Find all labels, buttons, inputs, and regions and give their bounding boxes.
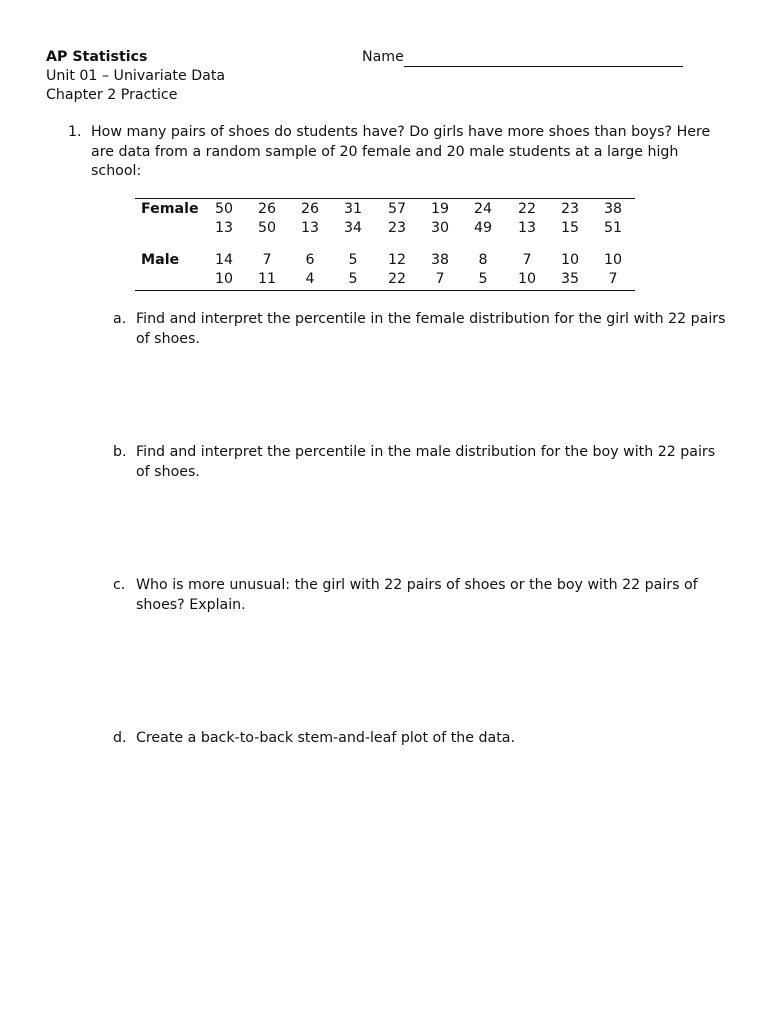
male-row-2 — [135, 270, 635, 289]
female-row-1 — [135, 200, 635, 219]
name-blank-line — [404, 51, 683, 67]
part-d-text: Create a back-to-back stem-and-leaf plot of the data. — [136, 730, 515, 746]
name-label: Name — [362, 49, 404, 65]
part-d-letter: d. — [113, 730, 127, 746]
course-title: AP Statistics — [46, 49, 148, 65]
part-b-letter: b. — [113, 444, 127, 460]
table-cell: 23 — [560, 201, 580, 217]
table-cell: 10 — [560, 252, 580, 268]
part-a-letter: a. — [113, 311, 127, 327]
table-cell: 10 — [214, 271, 234, 287]
table-cell: 31 — [343, 201, 363, 217]
table-cell: 19 — [430, 201, 450, 217]
table-cell: 14 — [214, 252, 234, 268]
table-cell: 4 — [305, 271, 315, 287]
table-cell: 26 — [257, 201, 277, 217]
table-cell: 5 — [348, 271, 358, 287]
table-cell: 22 — [387, 271, 407, 287]
table-cell: 34 — [343, 220, 363, 236]
table-cell: 7 — [262, 252, 272, 268]
part-b-text: Find and interpret the percentile in the male distribution for the boy with 22 pairs of shoes. — [136, 444, 716, 480]
table-cell: 38 — [430, 252, 450, 268]
table-cell: 38 — [603, 201, 623, 217]
table-cell: 50 — [214, 201, 234, 217]
female-row-2 — [135, 219, 635, 238]
table-cell: 10 — [603, 252, 623, 268]
table-cell: 57 — [387, 201, 407, 217]
table-cell: 5 — [478, 271, 488, 287]
table-cell: 13 — [214, 220, 234, 236]
table-cell: 51 — [603, 220, 623, 236]
male-label: Male — [141, 252, 180, 268]
table-cell: 7 — [522, 252, 532, 268]
part-c-letter: c. — [113, 577, 126, 593]
table-cell: 10 — [517, 271, 537, 287]
table-cell: 7 — [608, 271, 618, 287]
table-cell: 15 — [560, 220, 580, 236]
question-text: How many pairs of shoes do students have? Do girls have more shoes than boys? Here are data from a random sample of 20 female and 20 male students at a large high school: — [91, 124, 711, 179]
unit-title: Unit 01 – Univariate Data — [46, 68, 226, 84]
table-cell: 13 — [517, 220, 537, 236]
table-cell: 13 — [300, 220, 320, 236]
male-row-1 — [135, 251, 635, 270]
table-cell: 49 — [473, 220, 493, 236]
table-cell: 35 — [560, 271, 580, 287]
table-cell: 24 — [473, 201, 493, 217]
shoe-data-table — [135, 198, 635, 291]
question-number: 1. — [68, 124, 82, 140]
table-cell: 7 — [435, 271, 445, 287]
table-cell: 5 — [348, 252, 358, 268]
table-cell: 11 — [257, 271, 277, 287]
table-cell: 8 — [478, 252, 488, 268]
table-cell: 12 — [387, 252, 407, 268]
table-cell: 23 — [387, 220, 407, 236]
chapter-title: Chapter 2 Practice — [46, 87, 178, 103]
female-label: Female — [141, 201, 199, 217]
table-cell: 6 — [305, 252, 315, 268]
table-cell: 50 — [257, 220, 277, 236]
table-cell: 22 — [517, 201, 537, 217]
name-field — [362, 48, 683, 67]
part-a-text: Find and interpret the percentile in the female distribution for the girl with 22 pairs of shoes. — [136, 311, 726, 347]
table-cell: 26 — [300, 201, 320, 217]
table-cell: 30 — [430, 220, 450, 236]
part-c-text: Who is more unusual: the girl with 22 pairs of shoes or the boy with 22 pairs of shoes? Explain. — [136, 577, 698, 613]
